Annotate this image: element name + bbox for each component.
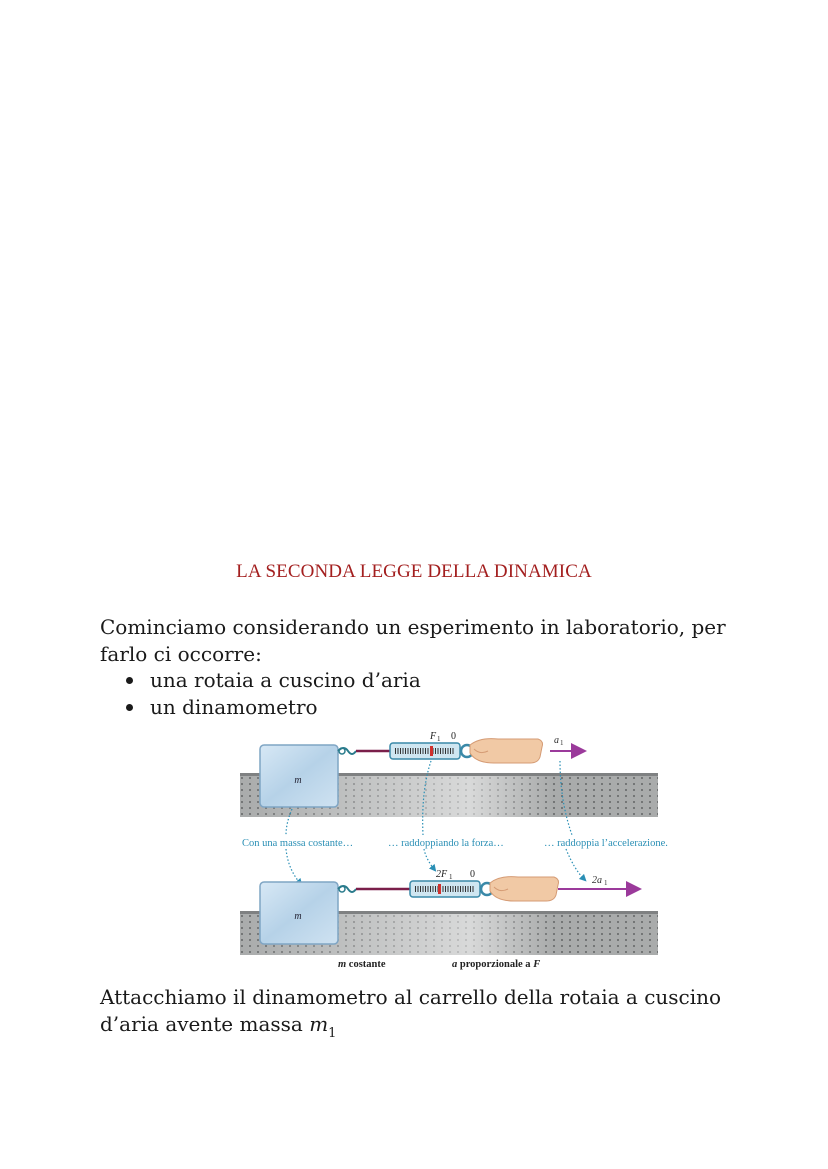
page-title: LA SECONDA LEGGE DELLA DINAMICA <box>236 561 592 582</box>
equipment-list <box>150 667 421 721</box>
mass-label: m <box>294 775 302 786</box>
zero-label-top: 0 <box>451 731 456 742</box>
accel-sub-bottom: 1 <box>604 879 608 887</box>
force-sub-top: 1 <box>437 735 441 743</box>
accel-label-bottom: 2a <box>592 875 602 886</box>
bottom-dynamometer <box>410 869 493 897</box>
force-sub-bottom: 1 <box>449 873 453 881</box>
top-accel-arrow <box>550 735 583 751</box>
mass-subscript: 1 <box>328 1026 337 1041</box>
intro-paragraph: Cominciamo considerando un esperimento in laboratorio, per farlo ci occorre: <box>100 615 726 666</box>
force-label-top: F <box>430 731 437 742</box>
footer-mass-constant: m costante <box>338 959 386 970</box>
bottom-cart <box>260 882 338 944</box>
list-item: una rotaia a cuscino d’aria <box>150 668 421 692</box>
accel-label-top: a <box>554 735 559 746</box>
accel-sub-top: 1 <box>560 739 564 747</box>
bottom-hook <box>338 886 410 892</box>
caption-left: Con una massa costante… <box>242 838 354 849</box>
zero-label-bottom: 0 <box>470 869 475 880</box>
experiment-figure <box>238 727 700 975</box>
top-dynamometer <box>390 731 473 759</box>
force-label-bottom: 2F <box>436 869 448 880</box>
caption-right: … raddoppia l’accelerazione. <box>544 838 668 849</box>
top-hand <box>470 739 543 763</box>
bottom-hand <box>490 877 559 901</box>
list-item: un dinamometro <box>150 694 421 721</box>
mass-label: m <box>294 911 302 922</box>
caption-middle: … raddoppiando la forza… <box>388 838 504 849</box>
bottom-accel-arrow <box>558 875 638 889</box>
outro-text: Attacchiamo il dinamometro al carrello della rotaia a cuscino d’aria avente massa <box>100 985 722 1036</box>
top-cart <box>260 745 338 807</box>
top-hook <box>338 748 390 754</box>
outro-paragraph <box>100 984 740 1041</box>
mass-variable: m <box>309 1012 329 1036</box>
footer-proportional: a proporzionale a F <box>452 959 541 970</box>
